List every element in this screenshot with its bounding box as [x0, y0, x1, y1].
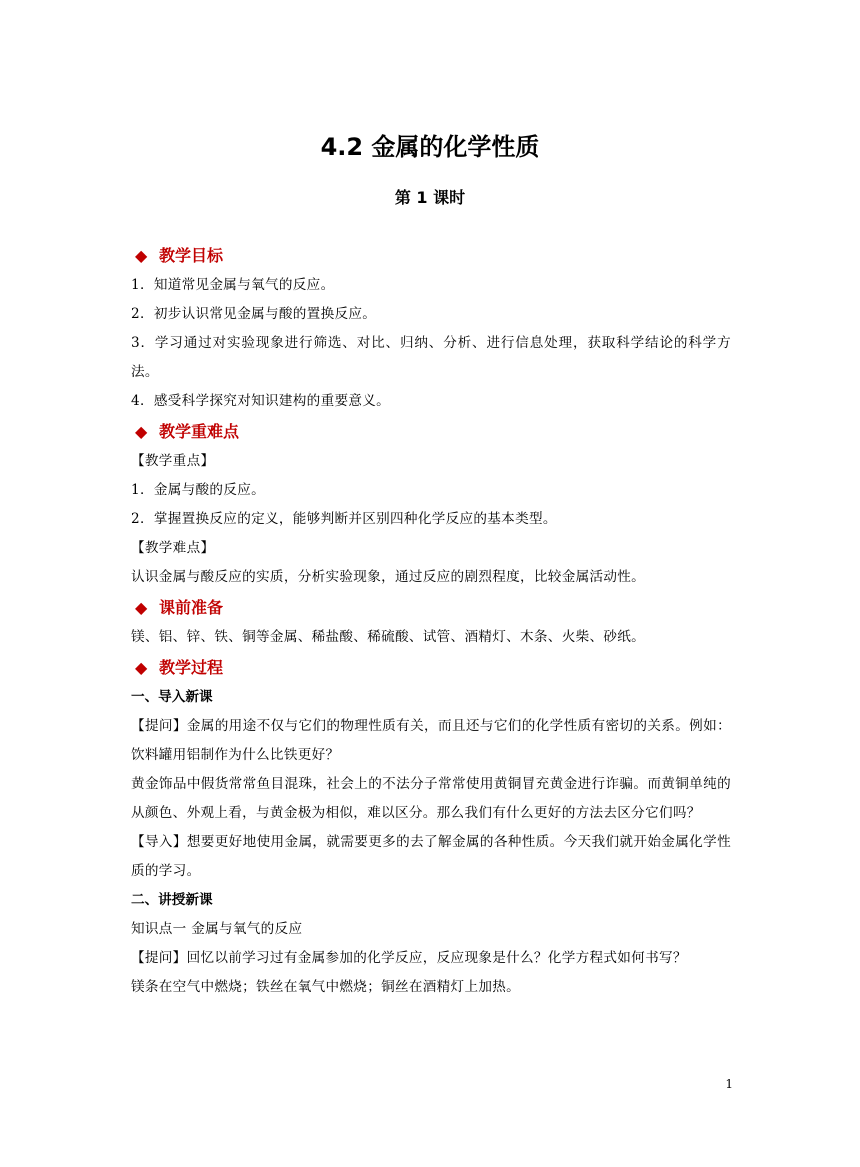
section-heading-process — [131, 656, 731, 679]
section-heading-label: 教学目标 — [159, 246, 224, 265]
diamond-icon: ◆ — [135, 422, 148, 441]
subsection-title: 二、讲授新课 — [131, 892, 213, 908]
paragraph: 【提问】金属的用途不仅与它们的物理性质有关，而且还与它们的化学性质有密切的关系。例如：饮料罐用铝制作为什么比铁更好？ — [131, 718, 731, 763]
section-heading-keypoints — [131, 420, 731, 443]
difficulty-text: 认识金属与酸反应的实质，分析实验现象，通过反应的剧烈程度，比较金属活动性。 — [131, 569, 646, 585]
list-item: 4．感受科学探究对知识建构的重要意义。 — [131, 393, 391, 409]
list-item: 2．初步认识常见金属与酸的置换反应。 — [131, 306, 377, 322]
subsection-title: 一、导入新课 — [131, 689, 213, 705]
section-heading-preparation — [131, 596, 731, 619]
paragraph: 【导入】想要更好地使用金属，就需要更多的去了解金属的各种性质。今天我们就开始金属化学性质的学习。 — [131, 834, 731, 879]
diamond-icon: ◆ — [135, 598, 148, 617]
paragraph: 【提问】回忆以前学习过有金属参加的化学反应，反应现象是什么？化学方程式如何书写？ — [131, 950, 687, 966]
section-heading-label: 教学过程 — [159, 658, 224, 677]
paragraph: 黄金饰品中假货常常鱼目混珠，社会上的不法分子常常使用黄铜冒充黄金进行诈骗。而黄铜单纯的从颜色、外观上看，与黄金极为相似，难以区分。那么我们有什么更好的方法去区分它们吗？ — [131, 776, 731, 821]
diamond-icon: ◆ — [135, 658, 148, 677]
list-item: 3．学习通过对实验现象进行筛选、对比、归纳、分析、进行信息处理，获取科学结论的科学方法。 — [131, 335, 731, 380]
page-number: 1 — [725, 1077, 733, 1091]
preparation-text: 镁、铝、锌、铁、铜等金属、稀盐酸、稀硫酸、试管、酒精灯、木条、火柴、砂纸。 — [131, 629, 646, 645]
lesson-subtitle: 第 1 课时 — [394, 188, 466, 207]
document-body — [131, 240, 731, 1002]
section-heading-objectives — [131, 244, 731, 267]
diamond-icon: ◆ — [135, 246, 148, 265]
knowledge-point: 知识点一 金属与氧气的反应 — [131, 921, 303, 937]
page-title: 4.2 金属的化学性质 — [320, 133, 540, 161]
list-item: 1．金属与酸的反应。 — [131, 482, 265, 498]
list-item: 1．知道常见金属与氧气的反应。 — [131, 277, 335, 293]
section-heading-label: 教学重难点 — [159, 422, 240, 441]
section-heading-label: 课前准备 — [159, 598, 224, 617]
list-item: 2．掌握置换反应的定义，能够判断并区别四种化学反应的基本类型。 — [131, 511, 557, 527]
focus-label: 【教学重点】 — [131, 453, 215, 469]
difficulty-label: 【教学难点】 — [131, 540, 215, 556]
paragraph: 镁条在空气中燃烧；铁丝在氧气中燃烧；铜丝在酒精灯上加热。 — [131, 979, 521, 995]
